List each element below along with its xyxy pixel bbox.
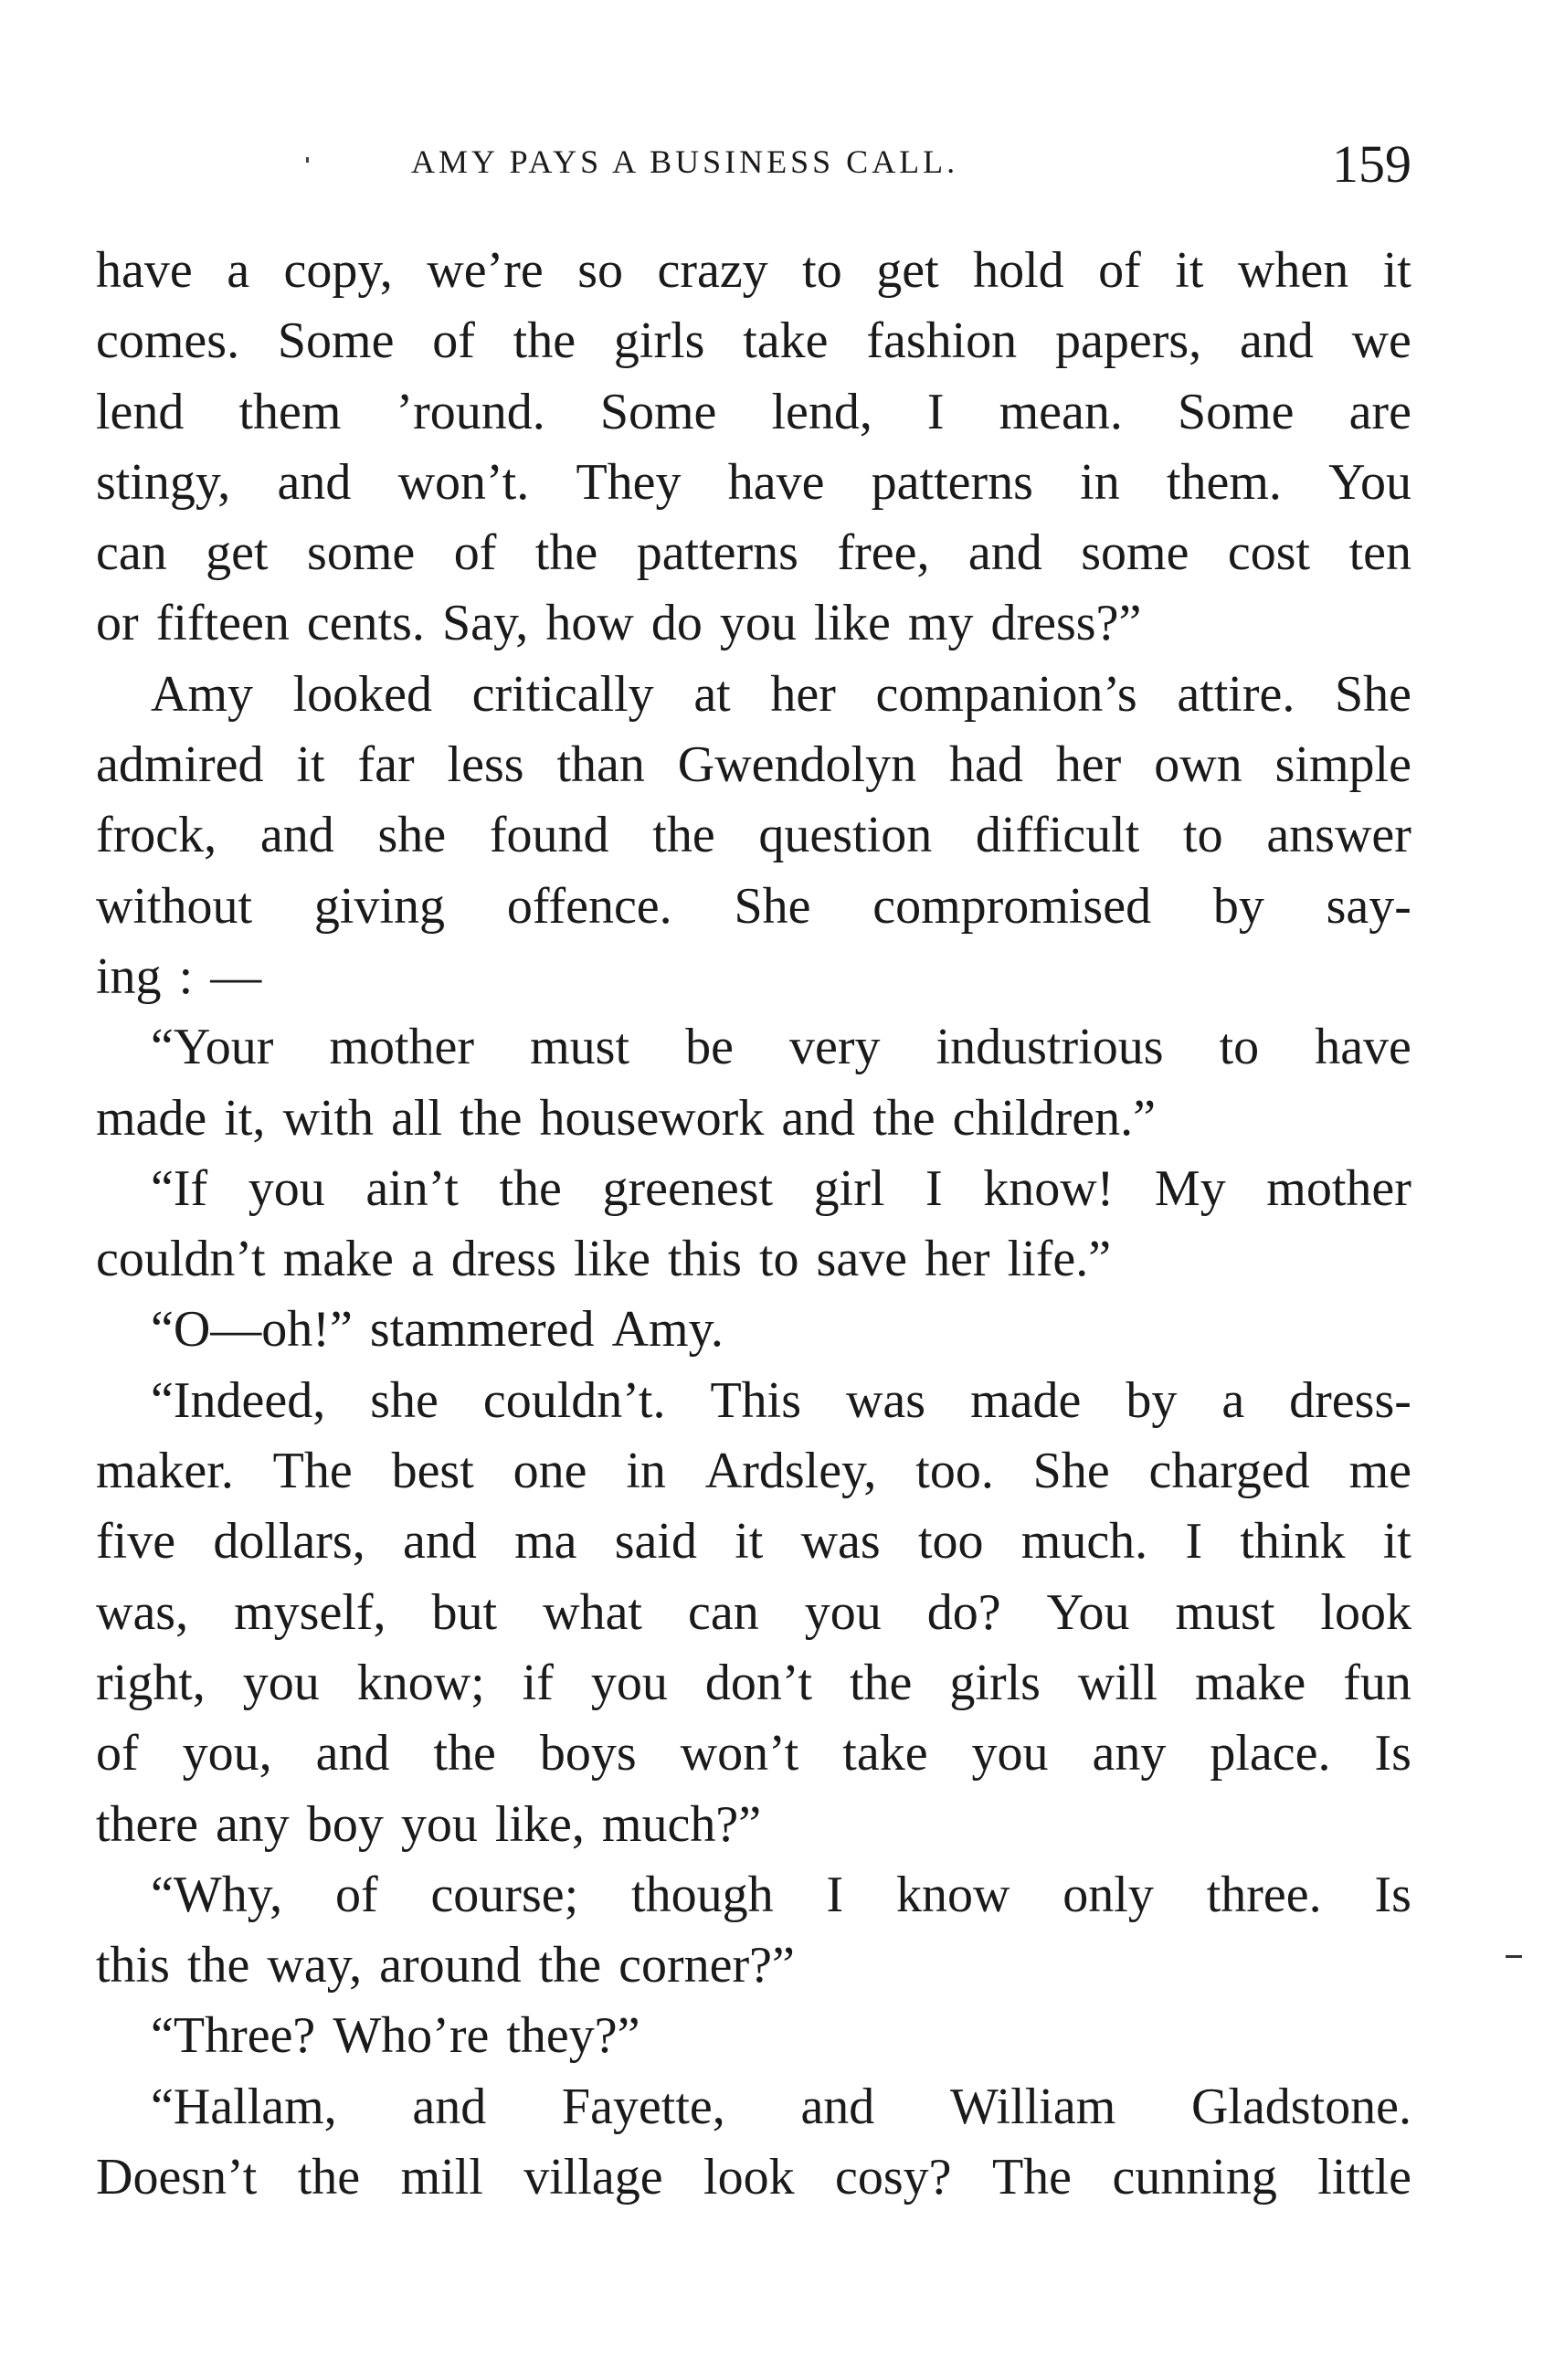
word: fun xyxy=(1343,1654,1411,1711)
text-line xyxy=(96,1224,1411,1295)
word: The xyxy=(272,1443,353,1500)
word: ’round. xyxy=(396,383,545,440)
word: mill xyxy=(400,2149,483,2206)
word: industrious xyxy=(936,1019,1164,1076)
word: far xyxy=(357,736,415,794)
word: them xyxy=(238,383,342,440)
word: ten xyxy=(1348,524,1411,582)
word: do xyxy=(650,595,703,652)
word: question xyxy=(758,807,933,864)
word: Is xyxy=(1374,1725,1411,1782)
word: was xyxy=(845,1371,926,1429)
word: dress- xyxy=(1289,1371,1411,1429)
word: she xyxy=(377,807,447,864)
running-title: AMY PAYS A BUSINESS CALL. xyxy=(411,143,959,180)
word: dollars, xyxy=(213,1513,365,1571)
word: had xyxy=(949,736,1023,794)
word: me xyxy=(1348,1443,1411,1500)
word: of xyxy=(1098,242,1141,299)
text-line xyxy=(96,1154,1411,1224)
text-line xyxy=(96,1084,1411,1154)
word: it xyxy=(735,1513,764,1571)
word: any xyxy=(215,1795,290,1853)
word: couldn’t. xyxy=(482,1371,666,1429)
word: in xyxy=(626,1443,666,1500)
word: I xyxy=(826,1866,844,1923)
word: “Hallam, xyxy=(151,2078,337,2135)
word: greenest xyxy=(602,1159,774,1217)
word: the xyxy=(433,1725,496,1782)
text-line xyxy=(96,448,1411,518)
word: get xyxy=(876,242,939,299)
word: fashion xyxy=(866,312,1018,370)
word: and xyxy=(277,453,352,511)
word: and xyxy=(1239,312,1314,370)
word: critically xyxy=(471,665,654,723)
word: get xyxy=(206,524,269,582)
word: offence. xyxy=(506,877,672,935)
word: cost xyxy=(1227,524,1311,582)
word: my xyxy=(907,595,974,652)
page-body-text xyxy=(96,236,1411,2213)
word: it, xyxy=(224,1089,266,1147)
word: and xyxy=(315,1725,390,1782)
word: don’t xyxy=(704,1654,813,1711)
word: cosy? xyxy=(835,2149,952,2206)
word: and xyxy=(402,1513,477,1571)
word: her xyxy=(1055,736,1122,794)
word: companion’s xyxy=(875,665,1137,723)
word: like xyxy=(573,1231,650,1288)
text-line xyxy=(96,1648,1411,1719)
word: Ardsley, xyxy=(704,1443,877,1500)
word: Some xyxy=(599,383,717,440)
word: right, xyxy=(96,1654,206,1711)
word: Say, xyxy=(441,595,529,652)
word: The xyxy=(991,2149,1073,2206)
word: This xyxy=(710,1371,801,1429)
word: to xyxy=(802,242,842,299)
word: have xyxy=(727,453,825,511)
word: and xyxy=(781,1089,856,1147)
word: You xyxy=(1046,1583,1130,1641)
text-line xyxy=(96,730,1411,800)
word: made xyxy=(96,1089,207,1147)
text-line xyxy=(96,1578,1411,1648)
word: simple xyxy=(1274,736,1411,794)
word: boys xyxy=(539,1725,637,1782)
word: and xyxy=(412,2078,487,2135)
word: by xyxy=(1212,877,1264,935)
word: at xyxy=(693,665,731,723)
word: and xyxy=(800,2078,875,2135)
word: papers, xyxy=(1054,312,1202,370)
word: when xyxy=(1237,242,1349,299)
word: cents. xyxy=(306,595,425,652)
word: the xyxy=(534,524,598,582)
word: too. xyxy=(915,1443,994,1500)
text-line xyxy=(96,1295,1411,1365)
word: the xyxy=(872,1089,936,1147)
word: lend, xyxy=(771,383,872,440)
word: take xyxy=(743,312,829,370)
word: around xyxy=(379,1937,522,1994)
word: place. xyxy=(1210,1725,1331,1782)
word: are xyxy=(1348,383,1411,440)
word: must xyxy=(1175,1583,1275,1641)
word: take xyxy=(842,1725,928,1782)
word: if xyxy=(522,1654,554,1711)
word: found xyxy=(489,807,609,864)
word: they?” xyxy=(506,2007,640,2065)
word: I xyxy=(926,383,945,440)
margin-dash-mark xyxy=(1506,1955,1522,1958)
word: it xyxy=(1175,242,1204,299)
word: charged xyxy=(1148,1443,1310,1500)
text-line xyxy=(96,377,1411,448)
word: you xyxy=(248,1159,325,1217)
word: though xyxy=(631,1866,774,1923)
word: the xyxy=(513,312,576,370)
page-number: 159 xyxy=(1332,134,1411,194)
word: this xyxy=(96,1937,170,1994)
word: hold xyxy=(973,242,1064,299)
word: frock, xyxy=(96,807,217,864)
word: by xyxy=(1126,1371,1178,1429)
word: of xyxy=(334,1866,378,1923)
word: like, xyxy=(494,1795,585,1853)
word: Doesn’t xyxy=(96,2149,258,2206)
word: maker. xyxy=(96,1443,234,1500)
word: a xyxy=(1221,1371,1245,1429)
word: to xyxy=(758,1231,799,1288)
word: will xyxy=(1077,1654,1158,1711)
word: mean. xyxy=(999,383,1123,440)
word: be xyxy=(685,1019,734,1076)
word: how xyxy=(545,595,634,652)
word: Gladstone. xyxy=(1190,2078,1411,2135)
text-line xyxy=(96,1012,1411,1083)
word: look xyxy=(1320,1583,1411,1641)
word: comes. xyxy=(96,312,240,370)
text-line xyxy=(96,1860,1411,1930)
text-line xyxy=(96,800,1411,871)
word: it xyxy=(1382,1513,1411,1571)
word: She xyxy=(1334,665,1411,723)
word: mother xyxy=(1266,1159,1411,1217)
word: “Indeed, xyxy=(151,1371,326,1429)
word: won’t xyxy=(680,1725,799,1782)
word: Gwendolyn xyxy=(677,736,917,794)
word: there xyxy=(96,1795,198,1853)
word: some xyxy=(307,524,416,582)
word: Some xyxy=(1177,383,1295,440)
word: made xyxy=(970,1371,1082,1429)
word: — xyxy=(210,947,262,1005)
word: “If xyxy=(151,1159,208,1217)
word: some xyxy=(1081,524,1189,582)
word: in xyxy=(1080,453,1120,511)
word: Fayette, xyxy=(561,2078,725,2135)
word: look xyxy=(703,2149,795,2206)
word: than xyxy=(556,736,645,794)
word: to xyxy=(1219,1019,1260,1076)
word: but xyxy=(431,1583,498,1641)
word: ain’t xyxy=(365,1159,459,1217)
word: her xyxy=(925,1231,990,1288)
word: very xyxy=(789,1019,881,1076)
word: course; xyxy=(430,1866,579,1923)
word: so xyxy=(577,242,623,299)
word: you xyxy=(400,1795,478,1853)
word: life.” xyxy=(1007,1231,1112,1288)
word: fifteen xyxy=(155,595,290,652)
word: “O—oh!” xyxy=(151,1301,353,1359)
word: cunning xyxy=(1112,2149,1277,2206)
word: make xyxy=(1195,1654,1306,1711)
word: say- xyxy=(1326,877,1411,935)
word: housework xyxy=(539,1089,765,1147)
word: My xyxy=(1154,1159,1226,1217)
text-line xyxy=(96,1366,1411,1436)
word: ing xyxy=(96,947,162,1005)
word: compromised xyxy=(872,877,1152,935)
word: it xyxy=(296,736,325,794)
word: the xyxy=(297,2149,361,2206)
text-line xyxy=(96,942,1411,1012)
word: the xyxy=(652,807,715,864)
word: children.” xyxy=(952,1089,1156,1147)
word: corner?” xyxy=(618,1937,795,1994)
text-line xyxy=(96,588,1411,659)
word: of xyxy=(432,312,475,370)
word: with xyxy=(282,1089,375,1147)
text-line xyxy=(96,1930,1411,2001)
text-line xyxy=(96,236,1411,306)
word: way, xyxy=(267,1937,363,1994)
word: know; xyxy=(356,1654,485,1711)
word: copy, xyxy=(283,242,393,299)
word: them. xyxy=(1166,453,1282,511)
word: girls xyxy=(949,1654,1041,1711)
word: you xyxy=(590,1654,668,1711)
word: crazy xyxy=(657,242,768,299)
word: the xyxy=(538,1937,602,1994)
word: think xyxy=(1240,1513,1346,1571)
word: She xyxy=(734,877,811,935)
word: this xyxy=(667,1231,742,1288)
word: was, xyxy=(96,1583,189,1641)
word: looked xyxy=(292,665,433,723)
word: do? xyxy=(926,1583,1001,1641)
word: only xyxy=(1062,1866,1154,1923)
word: any xyxy=(1092,1725,1167,1782)
word: patterns xyxy=(636,524,798,582)
word: all xyxy=(391,1089,443,1147)
word: you, xyxy=(182,1725,272,1782)
word: without xyxy=(96,877,253,935)
word: must xyxy=(530,1019,630,1076)
word: won’t. xyxy=(397,453,530,511)
word: girl xyxy=(813,1159,885,1217)
word: much. xyxy=(1020,1513,1148,1571)
word: Some xyxy=(277,312,395,370)
word: you xyxy=(719,595,797,652)
word: Who’re xyxy=(333,2007,490,2065)
word: we’re xyxy=(427,242,544,299)
word: she xyxy=(370,1371,439,1429)
word: difficult xyxy=(975,807,1140,864)
word: one xyxy=(513,1443,587,1500)
word: what xyxy=(543,1583,642,1641)
running-header xyxy=(96,134,1411,194)
word: You xyxy=(1328,453,1411,511)
word: lend xyxy=(96,383,185,440)
text-line xyxy=(96,2001,1411,2071)
word: “Why, xyxy=(151,1866,283,1923)
word: a xyxy=(227,242,250,299)
word: the xyxy=(850,1654,913,1711)
text-line xyxy=(96,2072,1411,2142)
word: “Three? xyxy=(151,2007,316,2065)
word: save xyxy=(816,1231,908,1288)
word: make xyxy=(282,1231,394,1288)
word: five xyxy=(96,1513,176,1571)
word: her xyxy=(770,665,836,723)
word: little xyxy=(1317,2149,1411,2206)
text-line xyxy=(96,1507,1411,1577)
word: three. xyxy=(1206,1866,1322,1923)
text-line xyxy=(96,872,1411,942)
word: ma xyxy=(514,1513,577,1571)
word: you xyxy=(804,1583,882,1641)
text-line xyxy=(96,306,1411,376)
word: free, xyxy=(837,524,930,582)
word: we xyxy=(1351,312,1411,370)
word: They xyxy=(576,453,682,511)
word: have xyxy=(96,242,193,299)
word: dress xyxy=(450,1231,556,1288)
word: a xyxy=(410,1231,434,1288)
word: answer xyxy=(1266,807,1411,864)
word: mother xyxy=(329,1019,475,1076)
text-line xyxy=(96,1719,1411,1789)
word: and xyxy=(259,807,334,864)
word: giving xyxy=(313,877,446,935)
word: too xyxy=(917,1513,984,1571)
text-line xyxy=(96,2142,1411,2213)
word: can xyxy=(96,524,167,582)
word: dress?” xyxy=(990,595,1142,652)
word: She xyxy=(1032,1443,1110,1500)
word: : xyxy=(178,947,194,1005)
word: of xyxy=(453,524,497,582)
word: stammered xyxy=(369,1301,595,1359)
word: said xyxy=(614,1513,697,1571)
word: own xyxy=(1154,736,1242,794)
word: the xyxy=(186,1937,250,1994)
word: couldn’t xyxy=(96,1231,266,1288)
word: “Your xyxy=(151,1019,274,1076)
word: it xyxy=(1382,242,1411,299)
word: was xyxy=(800,1513,881,1571)
word: myself, xyxy=(234,1583,386,1641)
word: best xyxy=(391,1443,474,1500)
word: patterns xyxy=(871,453,1033,511)
text-line xyxy=(96,518,1411,588)
word: stingy, xyxy=(96,453,231,511)
word: admired xyxy=(96,736,264,794)
word: know xyxy=(895,1866,1010,1923)
word: the xyxy=(499,1159,562,1217)
word: Amy. xyxy=(611,1301,724,1359)
word: Amy xyxy=(151,665,253,723)
word: attire. xyxy=(1177,665,1295,723)
word: William xyxy=(949,2078,1116,2135)
word: of xyxy=(96,1725,139,1782)
word: much?” xyxy=(601,1795,762,1853)
word: and xyxy=(967,524,1042,582)
word: girls xyxy=(613,312,705,370)
word: village xyxy=(523,2149,663,2206)
word: to xyxy=(1183,807,1223,864)
word: boy xyxy=(306,1795,384,1853)
word: you xyxy=(971,1725,1049,1782)
text-line xyxy=(96,1436,1411,1507)
text-line xyxy=(96,1790,1411,1860)
word: you xyxy=(242,1654,320,1711)
word: I xyxy=(1185,1513,1203,1571)
word: like xyxy=(813,595,891,652)
word: or xyxy=(96,595,139,652)
word: can xyxy=(688,1583,759,1641)
word: I xyxy=(925,1159,943,1217)
word: Is xyxy=(1374,1866,1411,1923)
word: less xyxy=(447,736,524,794)
word: have xyxy=(1315,1019,1411,1076)
text-line xyxy=(96,660,1411,730)
word: the xyxy=(460,1089,523,1147)
word: know! xyxy=(983,1159,1115,1217)
